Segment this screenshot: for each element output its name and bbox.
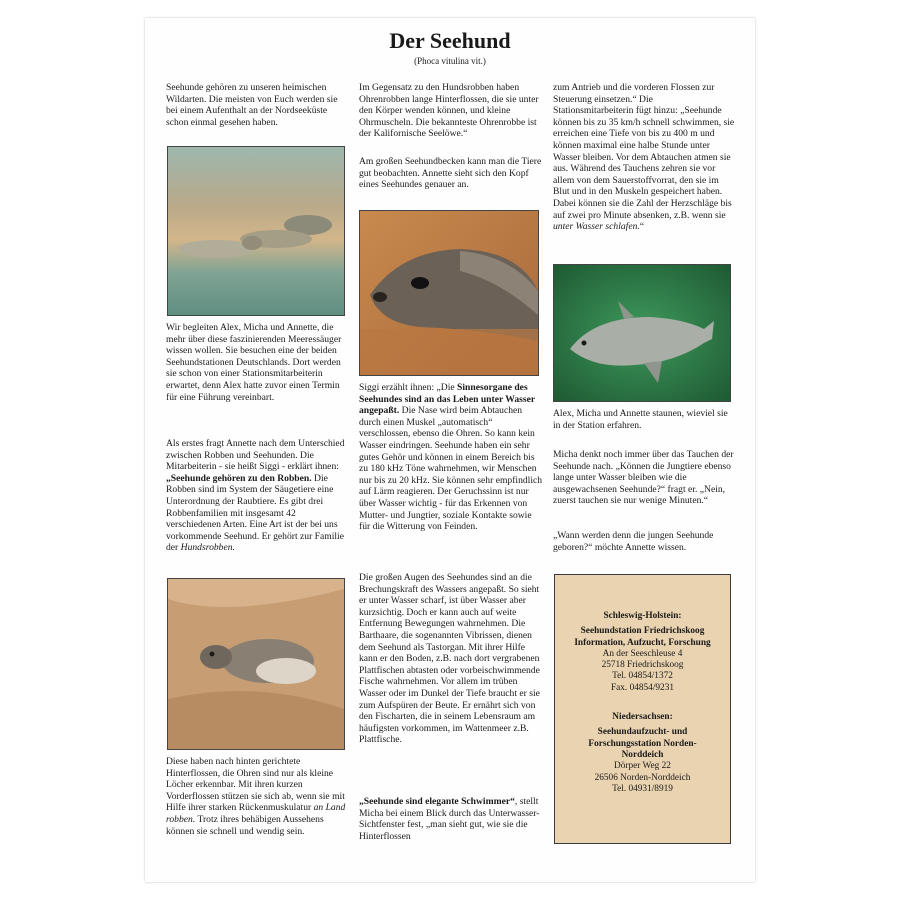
photo-seals-on-beach (167, 146, 345, 316)
col1-paragraph-robben (166, 438, 346, 554)
italic-text: Hundsrobben. (180, 542, 235, 554)
italic-text: unter Wasser schlafen. (553, 221, 640, 233)
station1-city: 25718 Friedrichskoog (601, 660, 684, 671)
col2-paragraph-augen: Die großen Augen des Seehundes sind an die Brechungskraft des Wassers angepaßt. So sieht er unter Wasser scharf, ist über Wasser aber kurzsichtig. Doch er kann auch auf weite Entfernung Bewegungen wahrnehmen. Die Barthaare, die sogenannten Vibrissen, dienen dem Seehund als Tastorgan. Mit ihrer Hilfe kann er den Boden, z.B. nach dort vergrabenen Plattfischen abtasten oder vorbeischwimmende Fische wahrnehmen. Vor allem im trüben Wasser oder im Dunkel der Tiefe braucht er sie zum Aufspüren der Beute. Er ernährt sich von den Fischarten, die in seinem Lebensraum am häufigsten vorkommen, im Wattenmeer z.B. Plattfische. (359, 572, 540, 746)
photo-seal-underwater (553, 264, 731, 402)
station2-phone: Tel. 04931/8919 (612, 783, 673, 794)
col1-paragraph-visit: Wir begleiten Alex, Micha und Annette, die mehr über diese faszinierenden Meeressäuger wissen wollen. Sie besuchen eine der beiden Seehundstationen Deutschlands. Dort werden sie schon von einer Stationsmitarbeiterin erwartet, denn Alex hatte zuvor einen Termin für eine Führung vereinbart. (166, 322, 342, 403)
station1-street: An der Seeschleuse 4 (602, 648, 683, 659)
col2-paragraph-schwimmer (359, 796, 543, 842)
col3-paragraph-geboren: „Wann werden denn die jungen Seehunde geboren?“ möchte Annette wissen. (553, 530, 714, 553)
station1-phone: Tel. 04854/1372 (612, 671, 673, 682)
col2-paragraph-sinnesorgane (359, 382, 543, 533)
text-span: “ (639, 221, 645, 233)
col1-paragraph-hinterflossen (166, 756, 346, 837)
col2-paragraph-ohrenrobben: Im Gegensatz zu den Hundsrobben haben Ohrenrobben lange Hinterflossen, die sie unter den Körper wenden können, und kleine Ohrmuscheln. Die bekannteste Ohrenrobbe ist der Kalifornische Seelöwe.“ (359, 82, 539, 140)
text-span: zum Antrieb und die vorderen Flossen zur Steuerung einsetzen.“ Die Stationsmitarbeiterin fügt hinzu: „Seehunde können bis zu 35 km/h schnell schwimmen, sie erreichen eine Tiefe von bis zu 400 m und können maximal eine halbe Stunde unter Wasser bleiben. Vor dem Abtauchen atmen sie aus. Während des Tauchens zehren sie vor allem von dem Sauerstoffvorrat, den sie im Blut und in den Muskeln gespeichert haben. Dabei können sie die Zahl der Herzschläge bis auf zwei pro Minute absenken, z.B. wenn sie (553, 82, 735, 221)
italic-text: an Land robben. (166, 802, 346, 825)
text-span: Die Robben sind im System der Säugetiere eine Unterordnung der Raubtiere. Es gibt drei Robbenfamilien mit insgesamt 42 verschiedenen Arten. Eine Art ist der bei uns vorkommende Seehund. Er gehört zur Familie der (166, 472, 344, 554)
bold-text: Sinnesorgane des Seehundes sind an das Leben unter Wasser angepaßt. (359, 382, 535, 417)
station1-purpose: Information, Aufzucht, Forschung (574, 637, 711, 648)
col3-paragraph-tauchen (553, 82, 735, 233)
text-span: Die Nase wird beim Abtauchen durch einen Muskel „automatisch“ verschlossen, ebenso die Ohren. So kann kein Wasser eindringen. Seehunde haben ein sehr gutes Gehör und können in einem Bereich bis zu 180 kHz Töne wahrnehmen, wir Menschen nur bis zu 20 kHz. Sie können sehr empfindlich auf Lärm reagieren. Der Geruchssinn ist nur über Wasser wichtig - für das Erkennen von Mutter- und Jungtier, soziale Kontakte sowie für die Witterung von Feinden. (359, 405, 543, 533)
page-title: Der Seehund (389, 28, 511, 53)
col3-paragraph-staunen: Alex, Micha und Annette staunen, wieviel sie in der Station erfahren. (553, 408, 728, 431)
station2-city: 26506 Norden-Norddeich (594, 772, 691, 783)
station2-name: Seehundaufzucht- und Forschungsstation Norden-Norddeich (588, 727, 697, 760)
station1-fax: Fax. 04854/9231 (610, 682, 674, 693)
state-heading-niedersachsen: Niedersachsen: (612, 712, 673, 723)
bold-text: „Seehunde sind elegante Schwimmer“ (359, 796, 515, 807)
station-address-box (554, 574, 731, 844)
text-span: Trotz ihres behäbigen Aussehens können sie schnell und wendig sein. (166, 813, 324, 837)
photo-seal-head (359, 210, 539, 376)
col2-paragraph-becken: Am großen Seehundbecken kann man die Tiere gut beobachten. Annette sieht sich den Kopf eines Seehundes genauer an. (359, 156, 542, 191)
text-span: Als erstes fragt Annette nach dem Unterschied zwischen Robben und Seehunden. Die Mitarbeiterin - sie heißt Siggi - erklärt ihnen: (166, 438, 345, 473)
page-subtitle: (Phoca vitulina vit.) (414, 56, 486, 66)
col3-paragraph-jungtiere: Micha denkt noch immer über das Tauchen der Seehunde nach. „Können die Jungtiere ebenso lange unter Wasser bleiben wie die ausgewachsenen Seehunde?“ fragt er. „Nein, zuerst tauchen sie nur wenige Minuten.“ (553, 449, 734, 507)
bold-text: „Seehunde gehören zu den Robben. (166, 472, 312, 484)
photo-seal-on-sand (167, 578, 345, 750)
text-span: , stellt Micha bei einem Blick durch das Unterwasser-Sichtfenster fest, „man sieht gut, wie sie die Hinterflossen (359, 796, 540, 842)
text-span: Siggi erzählt ihnen: „Die (359, 382, 458, 393)
document-page (145, 18, 755, 882)
state-heading-schleswig-holstein: Schleswig-Holstein: (603, 611, 682, 621)
col1-paragraph-intro: Seehunde gehören zu unseren heimischen Wildarten. Die meisten von Euch werden sie bei einem Aufenthalt an der Nordseeküste schon einmal gesehen haben. (166, 82, 338, 128)
station1-name: Seehundstation Friedrichskoog (580, 626, 705, 637)
station2-street: Dörper Weg 22 (614, 761, 671, 772)
text-span: Diese haben nach hinten gerichtete Hinterflossen, die Ohren sind nur als kleine Löcher erkennbar. Mit ihren kurzen Vorderflossen stützen sie sich ab, wenn sie mit Hilfe ihrer starken Rückenmuskulatur (166, 756, 345, 814)
